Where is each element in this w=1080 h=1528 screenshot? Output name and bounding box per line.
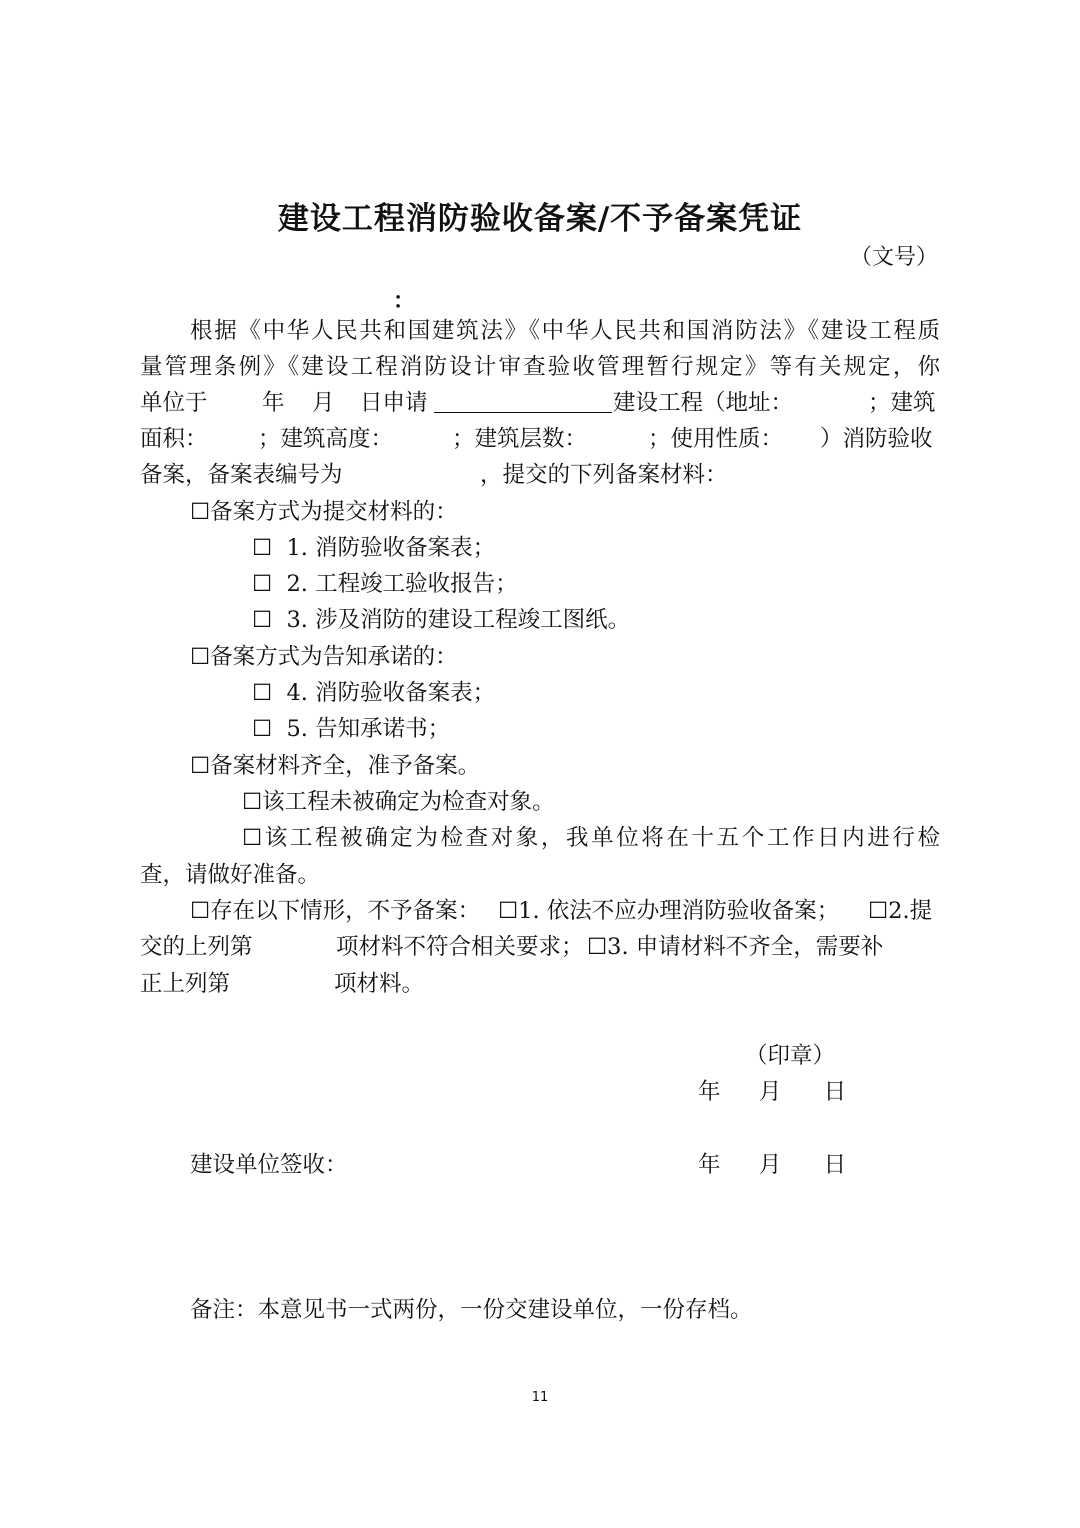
option-reject-line-1 [140, 893, 940, 929]
text-unit-on: 单位于 [140, 390, 208, 416]
text-usage: ；使用性质： [648, 426, 784, 452]
text-year: 年 [262, 390, 285, 416]
material-item-label: 2. 工程竣工验收报告； [286, 571, 518, 597]
checkbox-icon[interactable]: ☐ [190, 499, 211, 525]
option-reject-label: 存在以下情形，不予备案： [210, 898, 481, 924]
paragraph-1-line-3 [140, 385, 940, 421]
sign-date [698, 1147, 846, 1183]
option-submit-materials [190, 494, 890, 530]
checkbox-icon[interactable]: ☐ [242, 789, 263, 815]
material-item-label: 4. 消防验收备案表； [286, 680, 496, 706]
reject-reason-1-label: 1. 依法不应办理消防验收备案； [518, 898, 840, 924]
material-item [252, 530, 852, 566]
option-notify-commit [190, 639, 890, 675]
material-item [252, 675, 852, 711]
option-inspection-line-2: 查，请做好准备。 [140, 862, 321, 888]
reject-reason-3 [587, 929, 883, 965]
option-not-inspection [242, 784, 892, 820]
date-day: 日 [823, 1079, 847, 1105]
page-title: 建设工程消防验收备案/不予备案凭证 [277, 201, 803, 237]
option-reject-line-2 [140, 929, 940, 965]
seal-label: （印章） [745, 1043, 836, 1069]
checkbox-icon[interactable]: ☐ [587, 934, 608, 960]
material-item-label: 3. 涉及消防的建设工程竣工图纸。 [286, 607, 631, 633]
date-month: 月 [758, 1152, 782, 1178]
checkbox-icon[interactable]: ☐ [252, 535, 273, 561]
option-inspection [242, 820, 940, 856]
checkbox-icon[interactable]: ☐ [868, 898, 889, 924]
option-not-inspection-label: 该工程未被确定为检查对象。 [262, 789, 555, 815]
reject-reason-1 [498, 893, 839, 929]
reject-reason-2 [868, 893, 932, 929]
option-complete [190, 748, 890, 784]
date-month: 月 [758, 1079, 782, 1105]
text-correct-items: 正上列第 [140, 971, 231, 997]
document-number: （文号） [850, 245, 939, 270]
reject-reason-3-label: 3. 申请材料不齐全，需要补 [607, 934, 884, 960]
text-item-materials: 项材料。 [334, 971, 425, 997]
material-item-label: 5. 告知承诺书； [286, 716, 451, 742]
material-item [252, 711, 852, 747]
text-not-compliant: 项材料不符合相关要求； [336, 934, 584, 960]
text-submitted-materials: ，提交的下列备案材料： [480, 462, 728, 488]
checkbox-icon[interactable]: ☐ [190, 753, 211, 779]
text-height: ；建筑高度： [258, 426, 394, 452]
checkbox-icon[interactable]: ☐ [190, 644, 211, 670]
checkbox-icon[interactable]: ☐ [252, 680, 273, 706]
material-item-label: 1. 消防验收备案表； [286, 535, 496, 561]
text-floors: ；建筑层数： [452, 426, 588, 452]
checkbox-icon[interactable]: ☐ [242, 825, 263, 851]
reject-reason-2-label: 2.提 [888, 898, 933, 924]
option-reject-line-3 [140, 966, 940, 1002]
option-submit-label: 备案方式为提交材料的： [210, 499, 458, 525]
checkbox-icon[interactable]: ☐ [498, 898, 519, 924]
sign-label: 建设单位签收： [190, 1152, 348, 1178]
text-day-apply: 日申请 [360, 390, 428, 416]
material-item [252, 602, 852, 638]
text-project-address: 建设工程（地址： [613, 390, 794, 416]
option-inspection-label: 该工程被确定为检查对象，我单位将在十五个工作日内进行检 [262, 825, 940, 851]
checkbox-icon[interactable]: ☐ [252, 607, 273, 633]
paragraph-1-line-1: 根据《中华人民共和国建筑法》《中华人民共和国消防法》《建设工程质 [190, 318, 940, 344]
remark: 备注：本意见书一式两份，一份交建设单位，一份存档。 [190, 1297, 753, 1323]
paragraph-1-line-2: 量管理条例》《建设工程消防设计审查验收管理暂行规定》等有关规定，你 [140, 354, 940, 380]
paragraph-1-line-4 [140, 421, 940, 457]
date-year: 年 [698, 1079, 721, 1105]
checkbox-icon[interactable]: ☐ [252, 716, 273, 742]
text-record-number: 备案，备案表编号为 [140, 462, 343, 488]
date-year: 年 [698, 1152, 721, 1178]
text-fire-acceptance: ）消防验收 [820, 426, 933, 452]
checkbox-icon[interactable]: ☐ [252, 571, 273, 597]
material-item [252, 566, 852, 602]
text-building: ；建筑 [868, 390, 936, 416]
addressee-field: ： [393, 288, 416, 314]
text-month: 月 [312, 390, 335, 416]
option-notify-label: 备案方式为告知承诺的： [210, 644, 458, 670]
text-listed-items: 交的上列第 [140, 934, 253, 960]
date-day: 日 [823, 1152, 847, 1178]
checkbox-icon[interactable]: ☐ [190, 898, 211, 924]
text-area: 面积： [140, 426, 208, 452]
page-number: 11 [531, 1390, 549, 1405]
paragraph-1-line-5 [140, 457, 940, 493]
option-complete-label: 备案材料齐全，准予备案。 [210, 753, 481, 779]
seal-date [698, 1074, 846, 1110]
option-reject [190, 893, 480, 929]
project-name-blank [434, 385, 612, 421]
